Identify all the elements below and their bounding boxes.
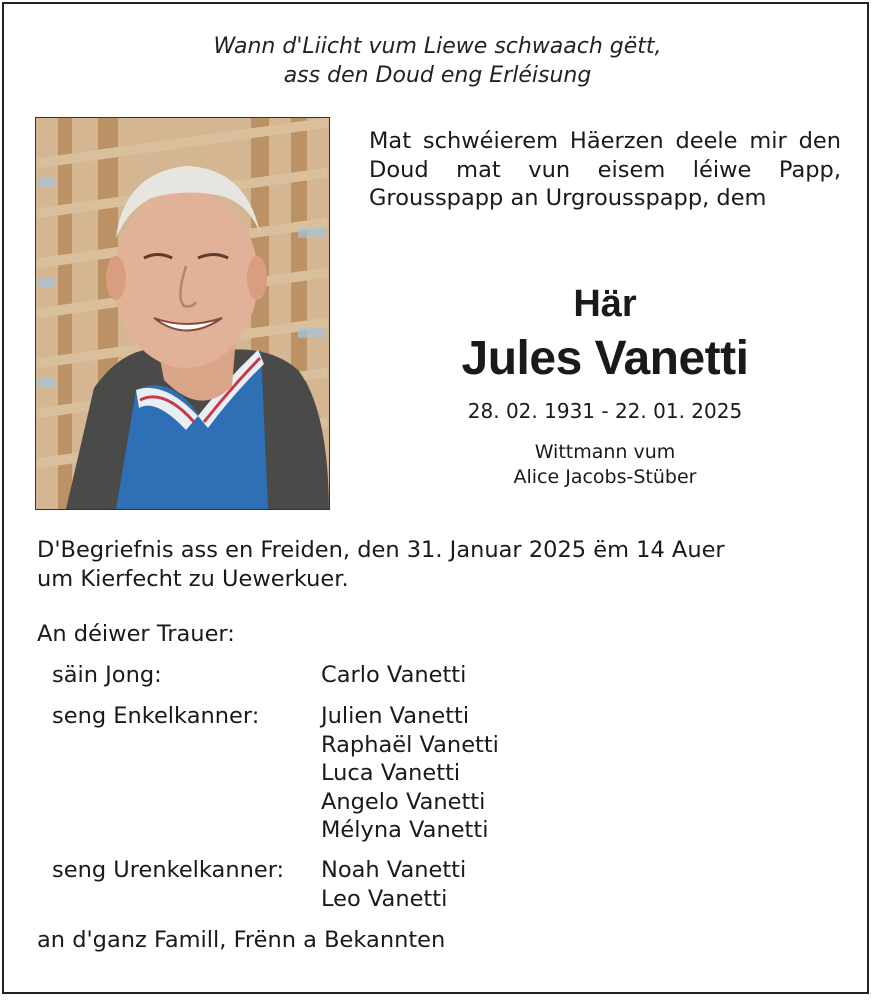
quote-line-1: Wann d'Liicht vum Liewe schwaach gëtt,	[213, 34, 662, 59]
burial-info	[37, 536, 847, 593]
portrait-illustration	[36, 118, 329, 509]
mourner-name: Luca Vanetti	[321, 760, 461, 786]
son-names	[321, 661, 466, 690]
deceased-name: Jules Vanetti	[461, 332, 749, 385]
spouse-line-1: Wittmann vum	[534, 441, 676, 463]
mourner-name: Noah Vanetti	[321, 857, 467, 883]
mourners-title: An déiwer Trauer:	[37, 621, 235, 647]
quote-line-2: ass den Doud eng Erléisung	[283, 63, 592, 88]
honorific: Här	[573, 283, 637, 325]
mourner-name: Leo Vanetti	[321, 885, 448, 912]
mourner-name: Angelo Vanetti	[321, 788, 486, 815]
grandchildren-label: seng Enkelkanner:	[52, 703, 260, 729]
spouse-line-2: Alice Jacobs-Stüber	[513, 466, 697, 488]
grandchildren-names	[321, 702, 499, 845]
opening-quote	[0, 32, 875, 90]
great-grandchildren-label: seng Urenkelkanner:	[52, 857, 285, 883]
son-label: säin Jong:	[52, 662, 162, 688]
burial-line-2: um Kierfecht zu Uewerkuer.	[37, 565, 349, 592]
mourner-name: Mélyna Vanetti	[321, 817, 489, 843]
mourner-name: Carlo Vanetti	[321, 662, 467, 688]
mourner-name: Julien Vanetti	[321, 703, 470, 729]
life-dates: 28. 02. 1931 - 22. 01. 2025	[467, 399, 743, 423]
burial-line-1: D'Begriefnis ass en Freiden, den 31. Januar 2025 ëm 14 Auer	[37, 537, 725, 563]
portrait-photo	[35, 117, 330, 510]
mourner-name: Raphaël Vanetti	[321, 731, 499, 758]
closing-line: an d'ganz Famill, Frënn a Bekannten	[37, 927, 446, 953]
intro-text: Mat schwéierem Häerzen deele mir den Doud mat vun eisem léiwe Papp, Grousspapp an Urgrousspapp, dem	[369, 128, 841, 211]
spouse-info	[360, 440, 850, 490]
great-grandchildren-names	[321, 856, 466, 913]
